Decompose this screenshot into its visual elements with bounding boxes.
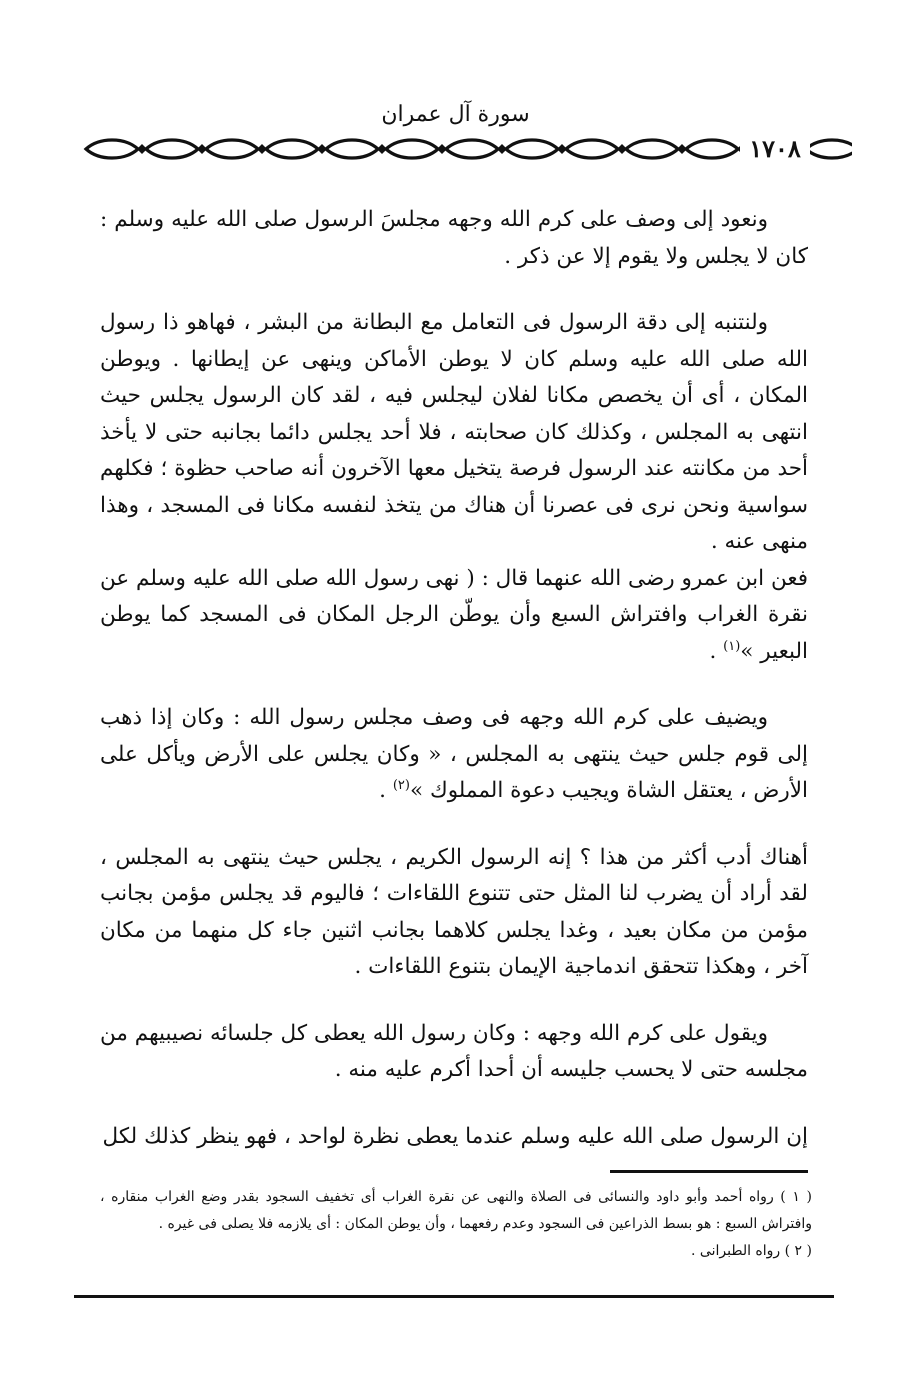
footnote-1: ( ١ ) رواه أحمد وأبو داود والنسائى فى الصلاة والنهى عن نقرة الغراب أى تخفيف السجود بقدر وضع الغراب منقاره ، وافتراش السبع : هو بسط الذراعين فى السجود وعدم رفعهما ، وأن يوطن المكان : أى يلازمه فلا يصلى فى غيره . — [100, 1189, 812, 1232]
paragraph-5: ويقول على كرم الله وجهه : وكان رسول الله يعطى كل جلسائه نصيبيهم من مجلسه حتى لا يحسب جليسه أن أحدا أكرم عليه منه . — [100, 1020, 808, 1082]
footnote-separator — [610, 1170, 808, 1173]
paragraph-3-end: . — [379, 778, 393, 803]
paragraph-1: ونعود إلى وصف على كرم الله وجهه مجلسَ الرسول صلى الله عليه وسلم : كان لا يجلس ولا يقوم إلا عن ذكر . — [100, 207, 808, 269]
bottom-rule — [74, 1295, 834, 1298]
chain-link — [86, 140, 138, 158]
footnote-ref-1: (١) — [723, 638, 741, 654]
body-text — [100, 202, 808, 1155]
chain-link — [386, 140, 438, 158]
chain-link — [566, 140, 618, 158]
paragraph-2 — [100, 305, 808, 670]
chain-link — [686, 140, 738, 158]
hadith-end: . — [709, 638, 724, 664]
chain-link — [506, 140, 558, 158]
hadith-text: فعن ابن عمرو رضى الله عنهما قال : ( نهى رسول الله صلى الله عليه وسلم عن نقرة الغراب وافتراش السبع وأن يوطّن الرجل المكان فى المسجد كما يوطن البعير » — [100, 565, 808, 664]
chain-link — [626, 140, 678, 158]
chain-link — [206, 140, 258, 158]
surah-title: سورة آل عمران — [381, 102, 530, 127]
chain-link — [326, 140, 378, 158]
ornamental-chain-border — [82, 134, 852, 164]
paragraph-3-text: ويضيف على كرم الله وجهه فى وصف مجلس رسول الله : وكان إذا ذهب إلى قوم جلس حيث ينتهى به المجلس ، « وكان يجلس على الأرض ويأكل على الأرض ، يعتقل الشاة ويجيب دعوة المملوك » — [100, 705, 808, 803]
paragraph-2-hadith — [100, 561, 808, 671]
paragraph-2-text: ولنتنبه إلى دقة الرسول فى التعامل مع البطانة من البشر ، فهاهو ذا رسول الله صلى الله عليه وسلم كان لا يوطن الأماكن وينهى عن إيطانها . ويوطن المكان ، أى أن يخصص مكانا لفلان ليجلس فيه ، لقد كان الرسول يجلس حيث انتهى به المجلس ، وكذلك كان صحابته ، فلا أحد يجلس دائما بجانبه حتى لا يأخذ أحد من مكانته عند الرسول فرصة يتخيل معها الآخرون أنه صاحب حظوة ؛ فكلهم سواسية ونحن نرى فى عصرنا أن هناك من يتخذ لنفسه مكانا فى المسجد ، وهذا منهى عنه . — [100, 310, 808, 554]
chain-link — [146, 140, 198, 158]
footnote-2: ( ٢ ) رواه الطبرانى . — [691, 1243, 812, 1259]
page-number: ١٧٠٨ — [740, 134, 810, 164]
paragraph-6: إن الرسول صلى الله عليه وسلم عندما يعطى نظرة لواحد ، فهو ينظر كذلك لكل — [102, 1123, 808, 1149]
footnotes — [100, 1184, 812, 1265]
footnote-ref-2: (٢) — [392, 777, 410, 793]
paragraph-3 — [100, 700, 808, 810]
chain-link — [806, 140, 852, 158]
chain-link — [446, 140, 498, 158]
chain-link — [266, 140, 318, 158]
paragraph-4: أهناك أدب أكثر من هذا ؟ إنه الرسول الكريم ، يجلس حيث ينتهى به المجلس ، لقد أراد أن يضرب لنا المثل حتى تتنوع اللقاءات ؛ فاليوم قد يجلس مؤمن بجانب مؤمن من مكان بعيد ، وغدا يجلس كلاهما بجانب اثنين جاء كل منهما من مكان آخر ، وهكذا تتحقق اندماجية الإيمان بتنوع اللقاءات . — [100, 844, 808, 979]
